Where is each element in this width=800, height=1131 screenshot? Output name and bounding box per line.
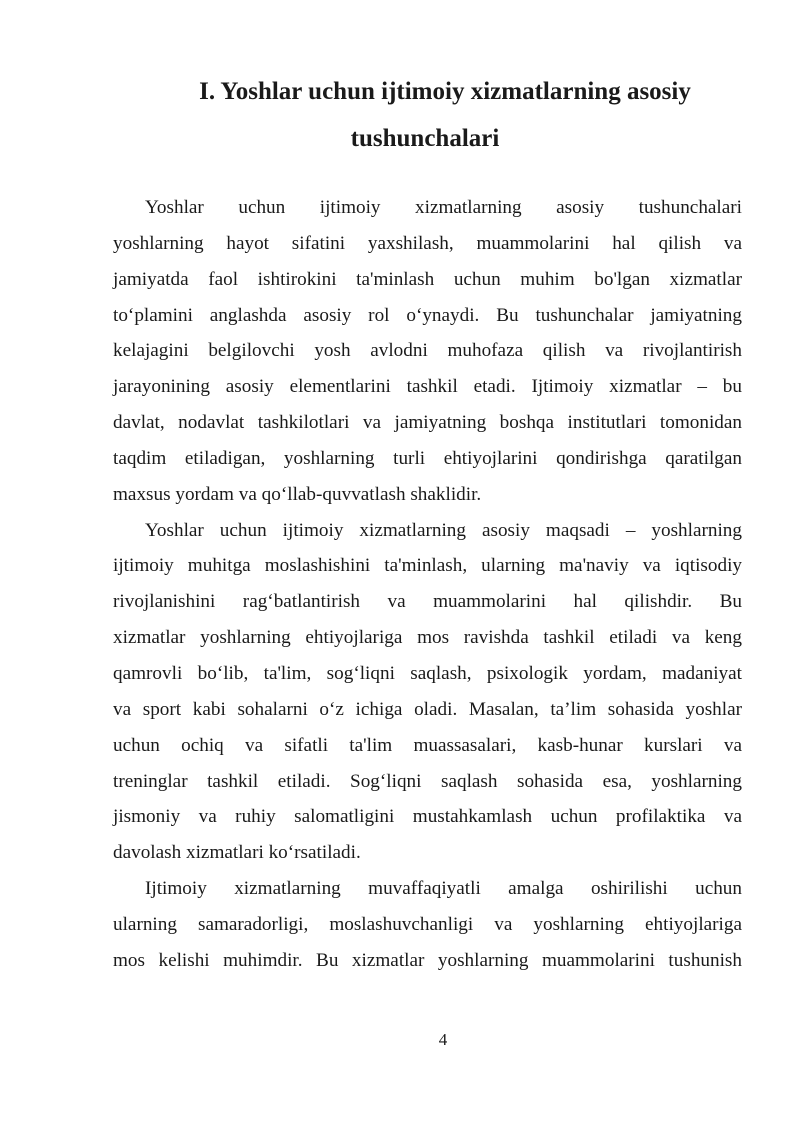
paragraph-2-line: Yoshlar uchun ijtimoiy xizmatlarning asosiy maqsadi – yoshlarning [145, 519, 742, 541]
section-title-line-1: I. Yoshlar uchun ijtimoiy xizmatlarning asosiy [199, 78, 691, 105]
paragraph-2-line: ijtimoiy muhitga moslashishini ta'minlash, ularning ma'naviy va iqtisodiy [113, 555, 742, 577]
paragraph-3-line: mos kelishi muhimdir. Bu xizmatlar yoshlarning muammolarini tushunish [113, 949, 742, 971]
paragraph-2-line: xizmatlar yoshlarning ehtiyojlariga mos ravishda tashkil etiladi va keng [113, 627, 742, 649]
paragraph-2-line: rivojlanishini rag‘batlantirish va muammolarini hal qilishdir. Bu [113, 591, 742, 613]
paragraph-1-line: Yoshlar uchun ijtimoiy xizmatlarning asosiy tushunchalari [145, 197, 742, 218]
page-number: 4 [438, 1030, 448, 1049]
paragraph-1-line: jamiyatda faol ishtirokini ta'minlash uchun muhim bo'lgan xizmatlar [113, 268, 742, 290]
paragraph-1-line: maxsus yordam va qo‘llab-quvvatlash shaklidir. [113, 483, 482, 505]
paragraph-2-line: davolash xizmatlari ko‘rsatiladi. [113, 842, 361, 864]
paragraph-2-line: qamrovli bo‘lib, ta'lim, sog‘liqni saqlash, psixologik yordam, madaniyat [113, 662, 742, 684]
paragraph-2-line: va sport kabi sohalarni o‘z ichiga oladi. Masalan, ta’lim sohasida yoshlar [113, 698, 742, 720]
paragraph-3-line: ularning samaradorligi, moslashuvchanligi va yoshlarning ehtiyojlariga [113, 913, 742, 935]
paragraph-2-line: treninglar tashkil etiladi. Sog‘liqni saqlash sohasida esa, yoshlarning [113, 770, 742, 792]
paragraph-1-line: taqdim etiladigan, yoshlarning turli ehtiyojlarini qondirishga qaratilgan [113, 447, 742, 469]
section-title-line-2: tushunchalari [350, 125, 500, 152]
paragraph-2-line: uchun ochiq va sifatli ta'lim muassasalari, kasb-hunar kurslari va [113, 734, 742, 756]
paragraph-3-line: Ijtimoiy xizmatlarning muvaffaqiyatli amalga oshirilishi uchun [145, 878, 742, 900]
paragraph-1-line: yoshlarning hayot sifatini yaxshilash, muammolarini hal qilish va [113, 232, 742, 254]
paragraph-1-line: kelajagini belgilovchi yosh avlodni muhofaza qilish va rivojlantirish [113, 340, 742, 362]
paragraph-1-line: davlat, nodavlat tashkilotlari va jamiyatning boshqa institutlari tomonidan [113, 412, 742, 434]
paragraph-1-line: to‘plamini anglashda asosiy rol o‘ynaydi. Bu tushunchalar jamiyatning [113, 304, 742, 326]
paragraph-1-line: jarayonining asosiy elementlarini tashkil etadi. Ijtimoiy xizmatlar – bu [113, 376, 742, 398]
body-text [113, 190, 742, 979]
paragraph-2-line: jismoniy va ruhiy salomatligini mustahkamlash uchun profilaktika va [113, 806, 742, 828]
